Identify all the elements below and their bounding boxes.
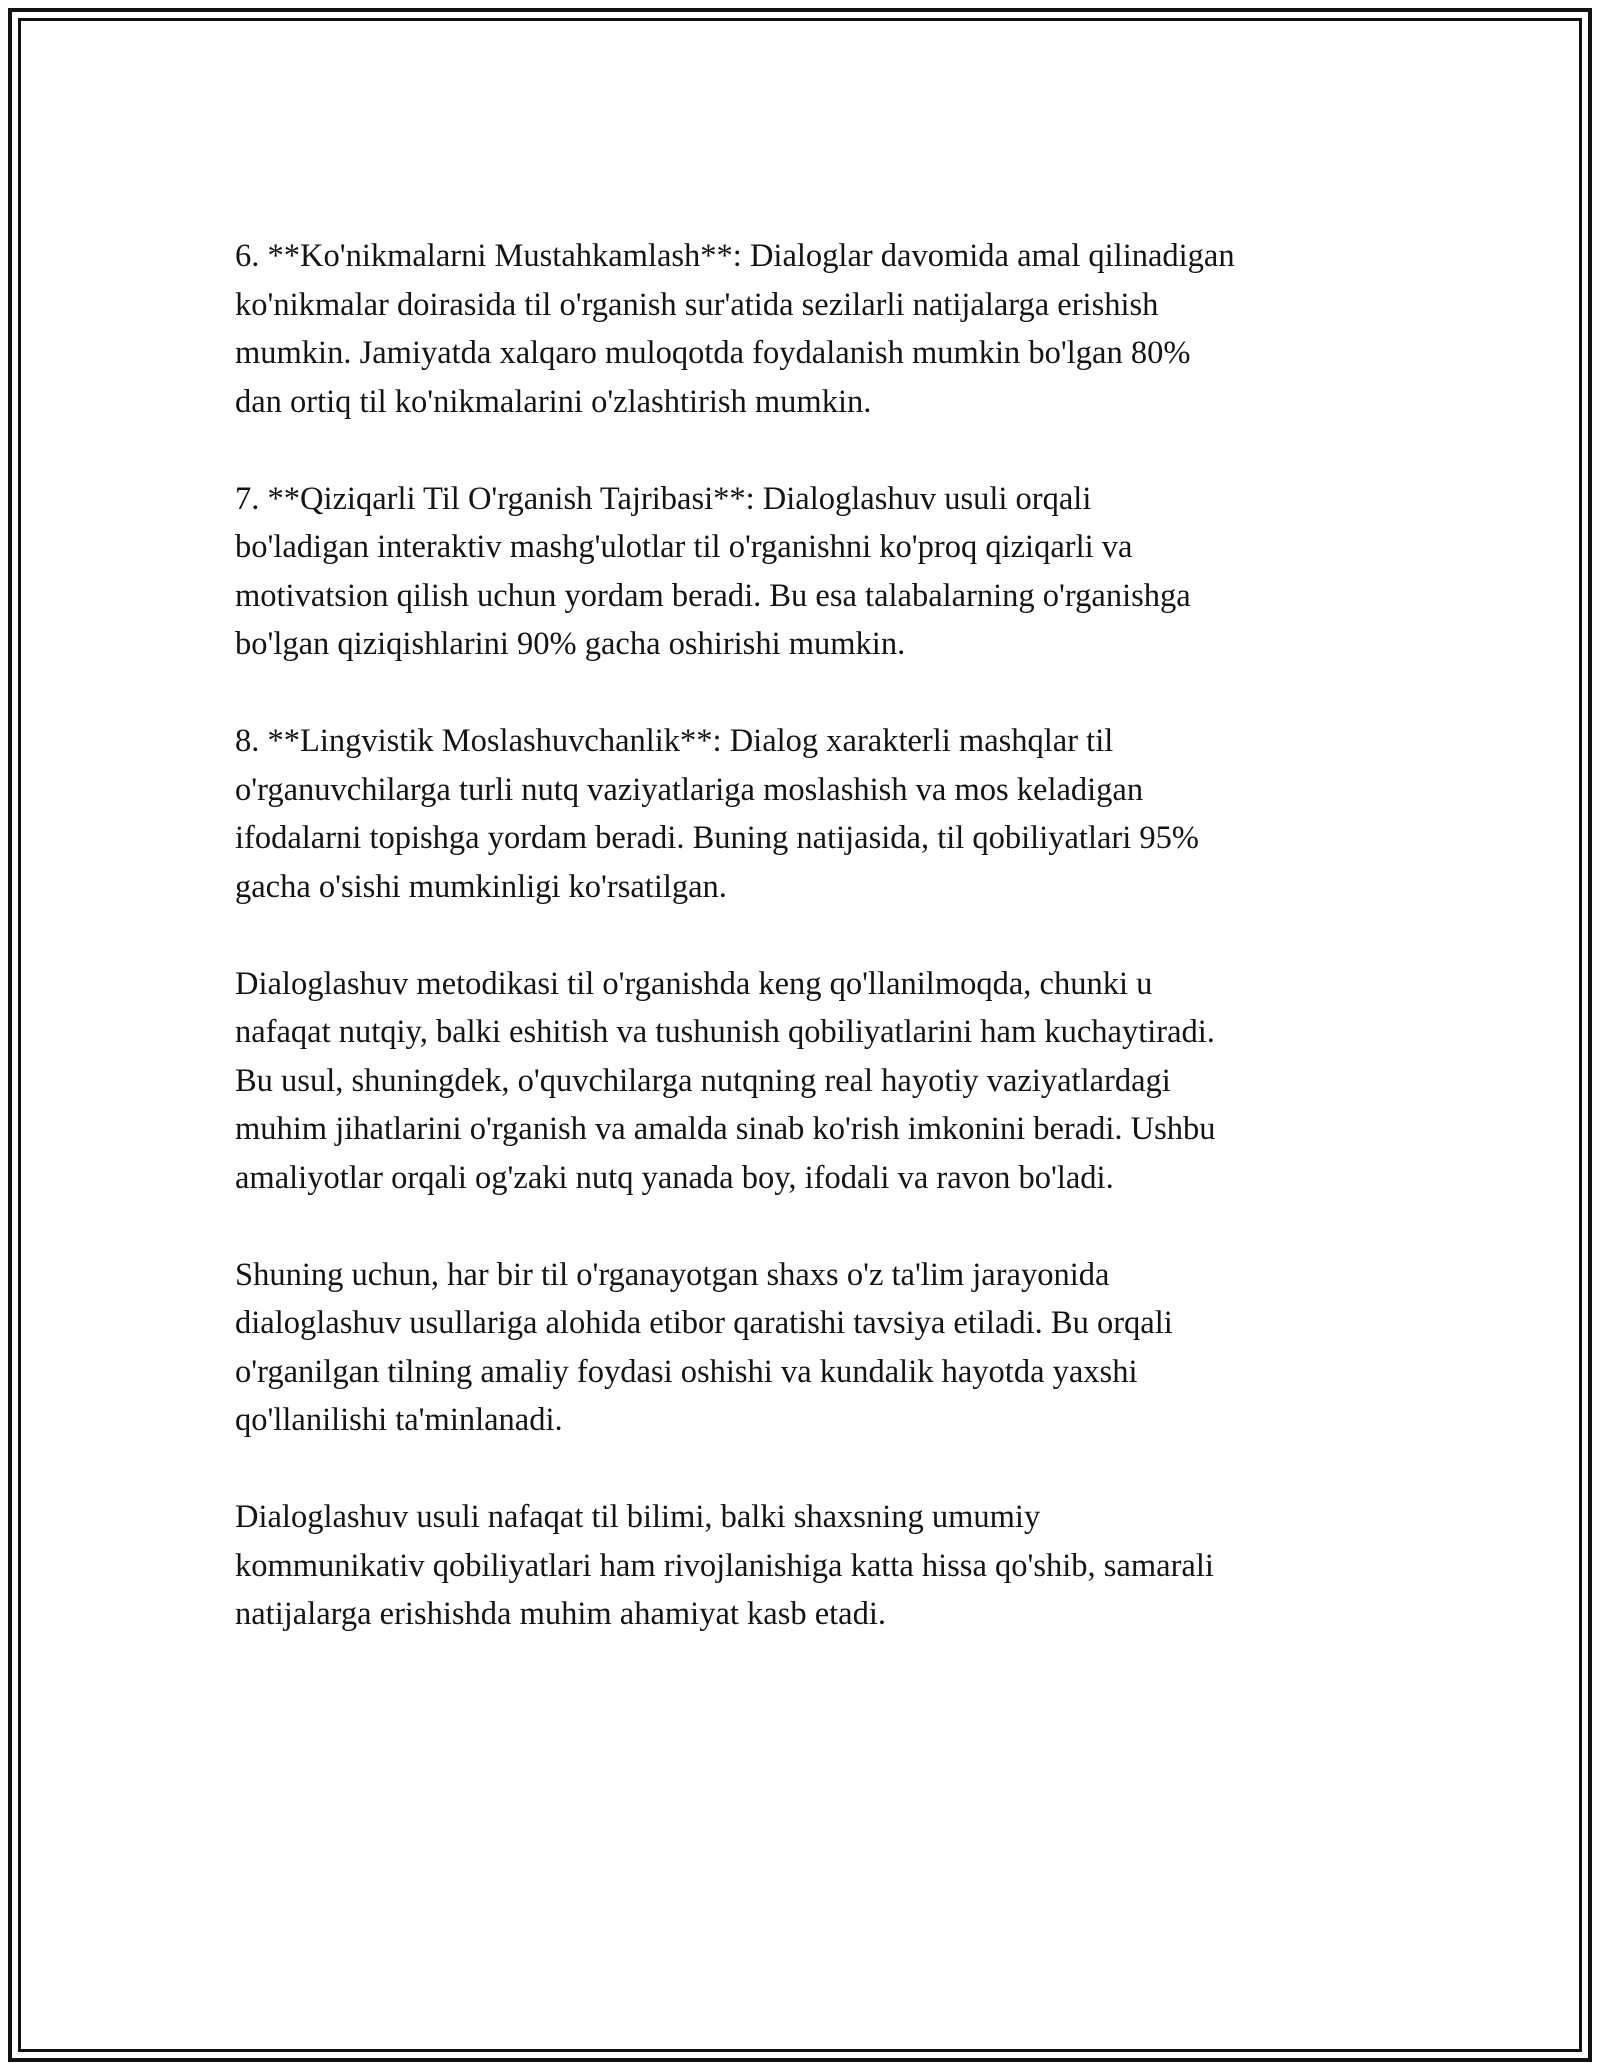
paragraph-lingvistik-moslashuvchanlik: 8. **Lingvistik Moslashuvchanlik**: Dialog xarakterli mashqlar til o'rganuvchilarga turli nutq vaziyatlariga moslashish va mos keladigan ifodalarni topishga yordam beradi. Buning natijasida, til qobiliyatlari 95% gacha o'sishi mumkinligi ko'rsatilgan. (235, 723, 1199, 905)
paragraph-shuning-uchun: Shuning uchun, har bir til o'rganayotgan shaxs o'z ta'lim jarayonida dialoglashuv usullariga alohida etibor qaratishi tavsiya etiladi. Bu orqali o'rganilgan tilning amaliy foydasi oshishi va kundalik hayotda yaxshi qo'llanilishi ta'minlanadi. (235, 1256, 1173, 1438)
paragraph-dialoglashuv-metodikasi: Dialoglashuv metodikasi til o'rganishda keng qo'llanilmoqda, chunki u nafaqat nutqiy, balki eshitish va tushunish qobiliyatlarini ham kuchaytiradi. Bu usul, shuningdek, o'quvchilarga nutqning real hayotiy vaziyatlardagi muhim jihatlarini o'rganish va amalda sinab ko'rish imkonini beradi. Ushbu amaliyotlar orqali og'zaki nutq yanada boy, ifodali va ravon bo'ladi. (235, 965, 1216, 1196)
paragraph-conclusion: Dialoglashuv usuli nafaqat til bilimi, balki shaxsning umumiy kommunikativ qobiliyatlari ham rivojlanishiga katta hissa qo'shib, samarali natijalarga erishishda muhim ahamiyat kasb etadi. (235, 1499, 1214, 1632)
paragraph-qiziqarli-til-organish: 7. **Qiziqarli Til O'rganish Tajribasi**: Dialoglashuv usuli orqali bo'ladigan interaktiv mashg'ulotlar til o'rganishni ko'proq qiziqarli va motivatsion qilish uchun yordam beradi. Bu esa talabalarning o'rganishga bo'lgan qiziqishlarini 90% gacha oshirishi mumkin. (235, 480, 1191, 662)
document-body (235, 232, 1375, 1687)
paragraph-konikmalarni-mustahkamlash: 6. **Ko'nikmalarni Mustahkamlash**: Dialoglar davomida amal qilinadigan ko'nikmalar doirasida til o'rganish sur'atida sezilarli natijalarga erishish mumkin. Jamiyatda xalqaro muloqotda foydalanish mumkin bo'lgan 80% dan ortiq til ko'nikmalarini o'zlashtirish mumkin. (235, 238, 1235, 420)
